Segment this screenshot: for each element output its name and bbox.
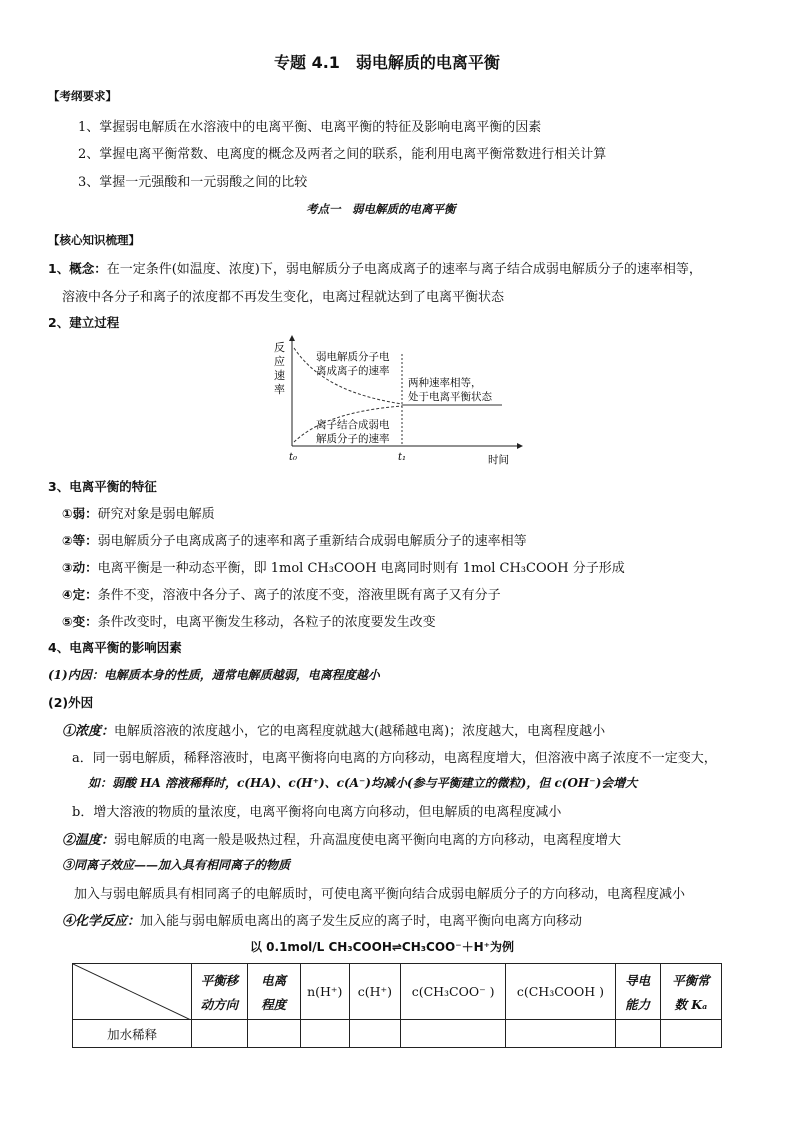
conc-a-line: a．同一弱电解质，稀释溶液时，电离平衡将向电离的方向移动，电离程度增大，但溶液中离子浓度不一定变大， xyxy=(72,751,717,766)
factors-heading: 4、电离平衡的影响因素 xyxy=(48,640,182,655)
process-heading-text: 2、建立过程 xyxy=(48,315,120,330)
example-title: 以 0.1mol/L CH₃COOH⇌CH₃COO⁻＋H⁺为例 xyxy=(250,940,514,954)
core-heading: 【核心知识梳理】 xyxy=(48,233,140,247)
feature-key: ④定： xyxy=(62,587,98,602)
header-cell: 平衡移 动方向 xyxy=(192,964,247,1020)
row-label: 加水稀释 xyxy=(73,1020,192,1048)
rate-time-graph xyxy=(270,334,530,468)
t1-label: t₁ xyxy=(398,452,407,463)
feature-item xyxy=(62,584,501,603)
t0-label: t₀ xyxy=(289,452,298,463)
feature-item xyxy=(62,503,215,522)
features-heading: 3、电离平衡的特征 xyxy=(48,479,157,494)
xlabel: 时间 xyxy=(488,454,509,466)
header-cell: n(H⁺) xyxy=(300,964,349,1020)
feature-text: 条件不变，溶液中各分子、离子的浓度不变，溶液里既有离子又有分子 xyxy=(97,588,501,603)
diagonal-line xyxy=(73,964,191,1020)
internal-factor: (1)内因：电解质本身的性质，通常电解质越弱，电离程度越小 xyxy=(48,668,380,682)
ylabel-char: 反 xyxy=(274,341,285,354)
kaogang-item: 1、掌握弱电解质在水溶液中的电离平衡、电离平衡的特征及影响电离平衡的因素 xyxy=(78,120,542,135)
feature-key: ⑤变： xyxy=(62,614,98,629)
header-cell: 导电 能力 xyxy=(615,964,660,1020)
table-cell xyxy=(615,1020,660,1048)
forward-label-1: 弱电解质分子电 xyxy=(316,351,390,363)
table-cell xyxy=(400,1020,505,1048)
feature-text: 电离平衡是一种动态平衡，即 1mol CH₃COOH 电离同时则有 1mol CH₃COOH 分子形成 xyxy=(97,561,625,576)
feature-key: ②等： xyxy=(62,533,98,548)
table-cell xyxy=(192,1020,247,1048)
temp-key: ②温度： xyxy=(62,833,115,848)
concept-line-2: 溶液中各分子和离子的浓度都不再发生变化，电离过程就达到了电离平衡状态 xyxy=(62,290,505,305)
temp-line xyxy=(62,829,621,848)
ylabel-char: 率 xyxy=(274,383,285,396)
feature-text: 研究对象是弱电解质 xyxy=(97,507,215,522)
section-kaodian1: 考点一 弱电解质的电离平衡 xyxy=(306,202,456,216)
feature-key: ①弱： xyxy=(62,506,98,521)
table-header-row xyxy=(73,964,722,1020)
kaogang-item: 3、掌握一元强酸和一元弱酸之间的比较 xyxy=(78,175,308,190)
reverse-label-1: 离子结合成弱电 xyxy=(316,419,390,431)
table-cell xyxy=(506,1020,615,1048)
header-cell: c(CH₃COO⁻ ) xyxy=(400,964,505,1020)
reverse-label-2: 解质分子的速率 xyxy=(316,433,390,445)
feature-key: ③动： xyxy=(62,560,98,575)
conc-b-line: b．增大溶液的物质的量浓度，电离平衡将向电离方向移动，但电解质的电离程度减小 xyxy=(72,805,562,820)
equilibrium-table xyxy=(72,963,722,1048)
header-cell: 电离 程度 xyxy=(247,964,300,1020)
header-cell: c(CH₃COOH ) xyxy=(506,964,615,1020)
feature-text: 弱电解质分子电离成离子的速率和离子重新结合成弱电解质分子的速率相等 xyxy=(97,534,527,549)
table-cell xyxy=(300,1020,349,1048)
feature-item xyxy=(62,530,527,549)
table-cell xyxy=(349,1020,400,1048)
feature-item xyxy=(62,611,436,630)
forward-label-2: 离成离子的速率 xyxy=(316,365,390,377)
concept-text: 在一定条件(如温度、浓度)下，弱电解质分子电离成离子的速率与离子结合成弱电解质分子的速率相等， xyxy=(106,262,702,277)
feature-text: 条件改变时，电离平衡发生移动，各粒子的浓度要发生改变 xyxy=(97,615,436,630)
page-title: 专题 4.1 弱电解质的电离平衡 xyxy=(274,53,500,72)
header-cell: c(H⁺) xyxy=(349,964,400,1020)
ylabel-char: 应 xyxy=(274,355,285,368)
table-row xyxy=(73,1020,722,1048)
table-cell xyxy=(247,1020,300,1048)
diagonal-header-cell xyxy=(73,964,192,1020)
conc-a-example: 如：弱酸 HA 溶液稀释时，c(HA)、c(H⁺)、c(A⁻)均减小(参与平衡建立的微粒)，但 c(OH⁻)会增大 xyxy=(88,776,638,790)
common-ion-heading: ③同离子效应——加入具有相同离子的物质 xyxy=(62,858,291,872)
feature-item xyxy=(62,557,625,576)
chem-text: 加入能与弱电解质电离出的离子发生反应的离子时，电离平衡向电离方向移动 xyxy=(140,914,583,929)
conc-line xyxy=(62,720,605,739)
table-cell xyxy=(660,1020,721,1048)
chem-line xyxy=(62,910,582,929)
ylabel-char: 速 xyxy=(274,369,285,382)
concept-label: 1、概念： xyxy=(48,261,107,276)
kaogang-item: 2、掌握电离平衡常数、电离度的概念及两者之间的联系，能利用电离平衡常数进行相关计算 xyxy=(78,147,607,162)
equal-label-2: 处于电离平衡状态 xyxy=(408,391,492,403)
conc-key: ①浓度： xyxy=(62,724,115,739)
external-factor: (2)外因 xyxy=(48,695,94,710)
header-cell: 平衡常 数 Kₐ xyxy=(660,964,721,1020)
temp-text: 弱电解质的电离一般是吸热过程，升高温度使电离平衡向电离的方向移动，电离程度增大 xyxy=(114,833,622,848)
common-ion-text: 加入与弱电解质具有相同离子的电解质时，可使电离平衡向结合成弱电解质分子的方向移动，电离程度减小 xyxy=(74,887,686,902)
conc-text: 电解质溶液的浓度越小，它的电离程度就越大(越稀越电离)；浓度越大，电离程度越小 xyxy=(114,724,606,739)
chem-key: ④化学反应： xyxy=(62,914,141,929)
kaogang-heading: 【考纲要求】 xyxy=(48,89,117,103)
concept-line-1 xyxy=(48,258,702,277)
equal-label-1: 两种速率相等， xyxy=(408,377,482,389)
